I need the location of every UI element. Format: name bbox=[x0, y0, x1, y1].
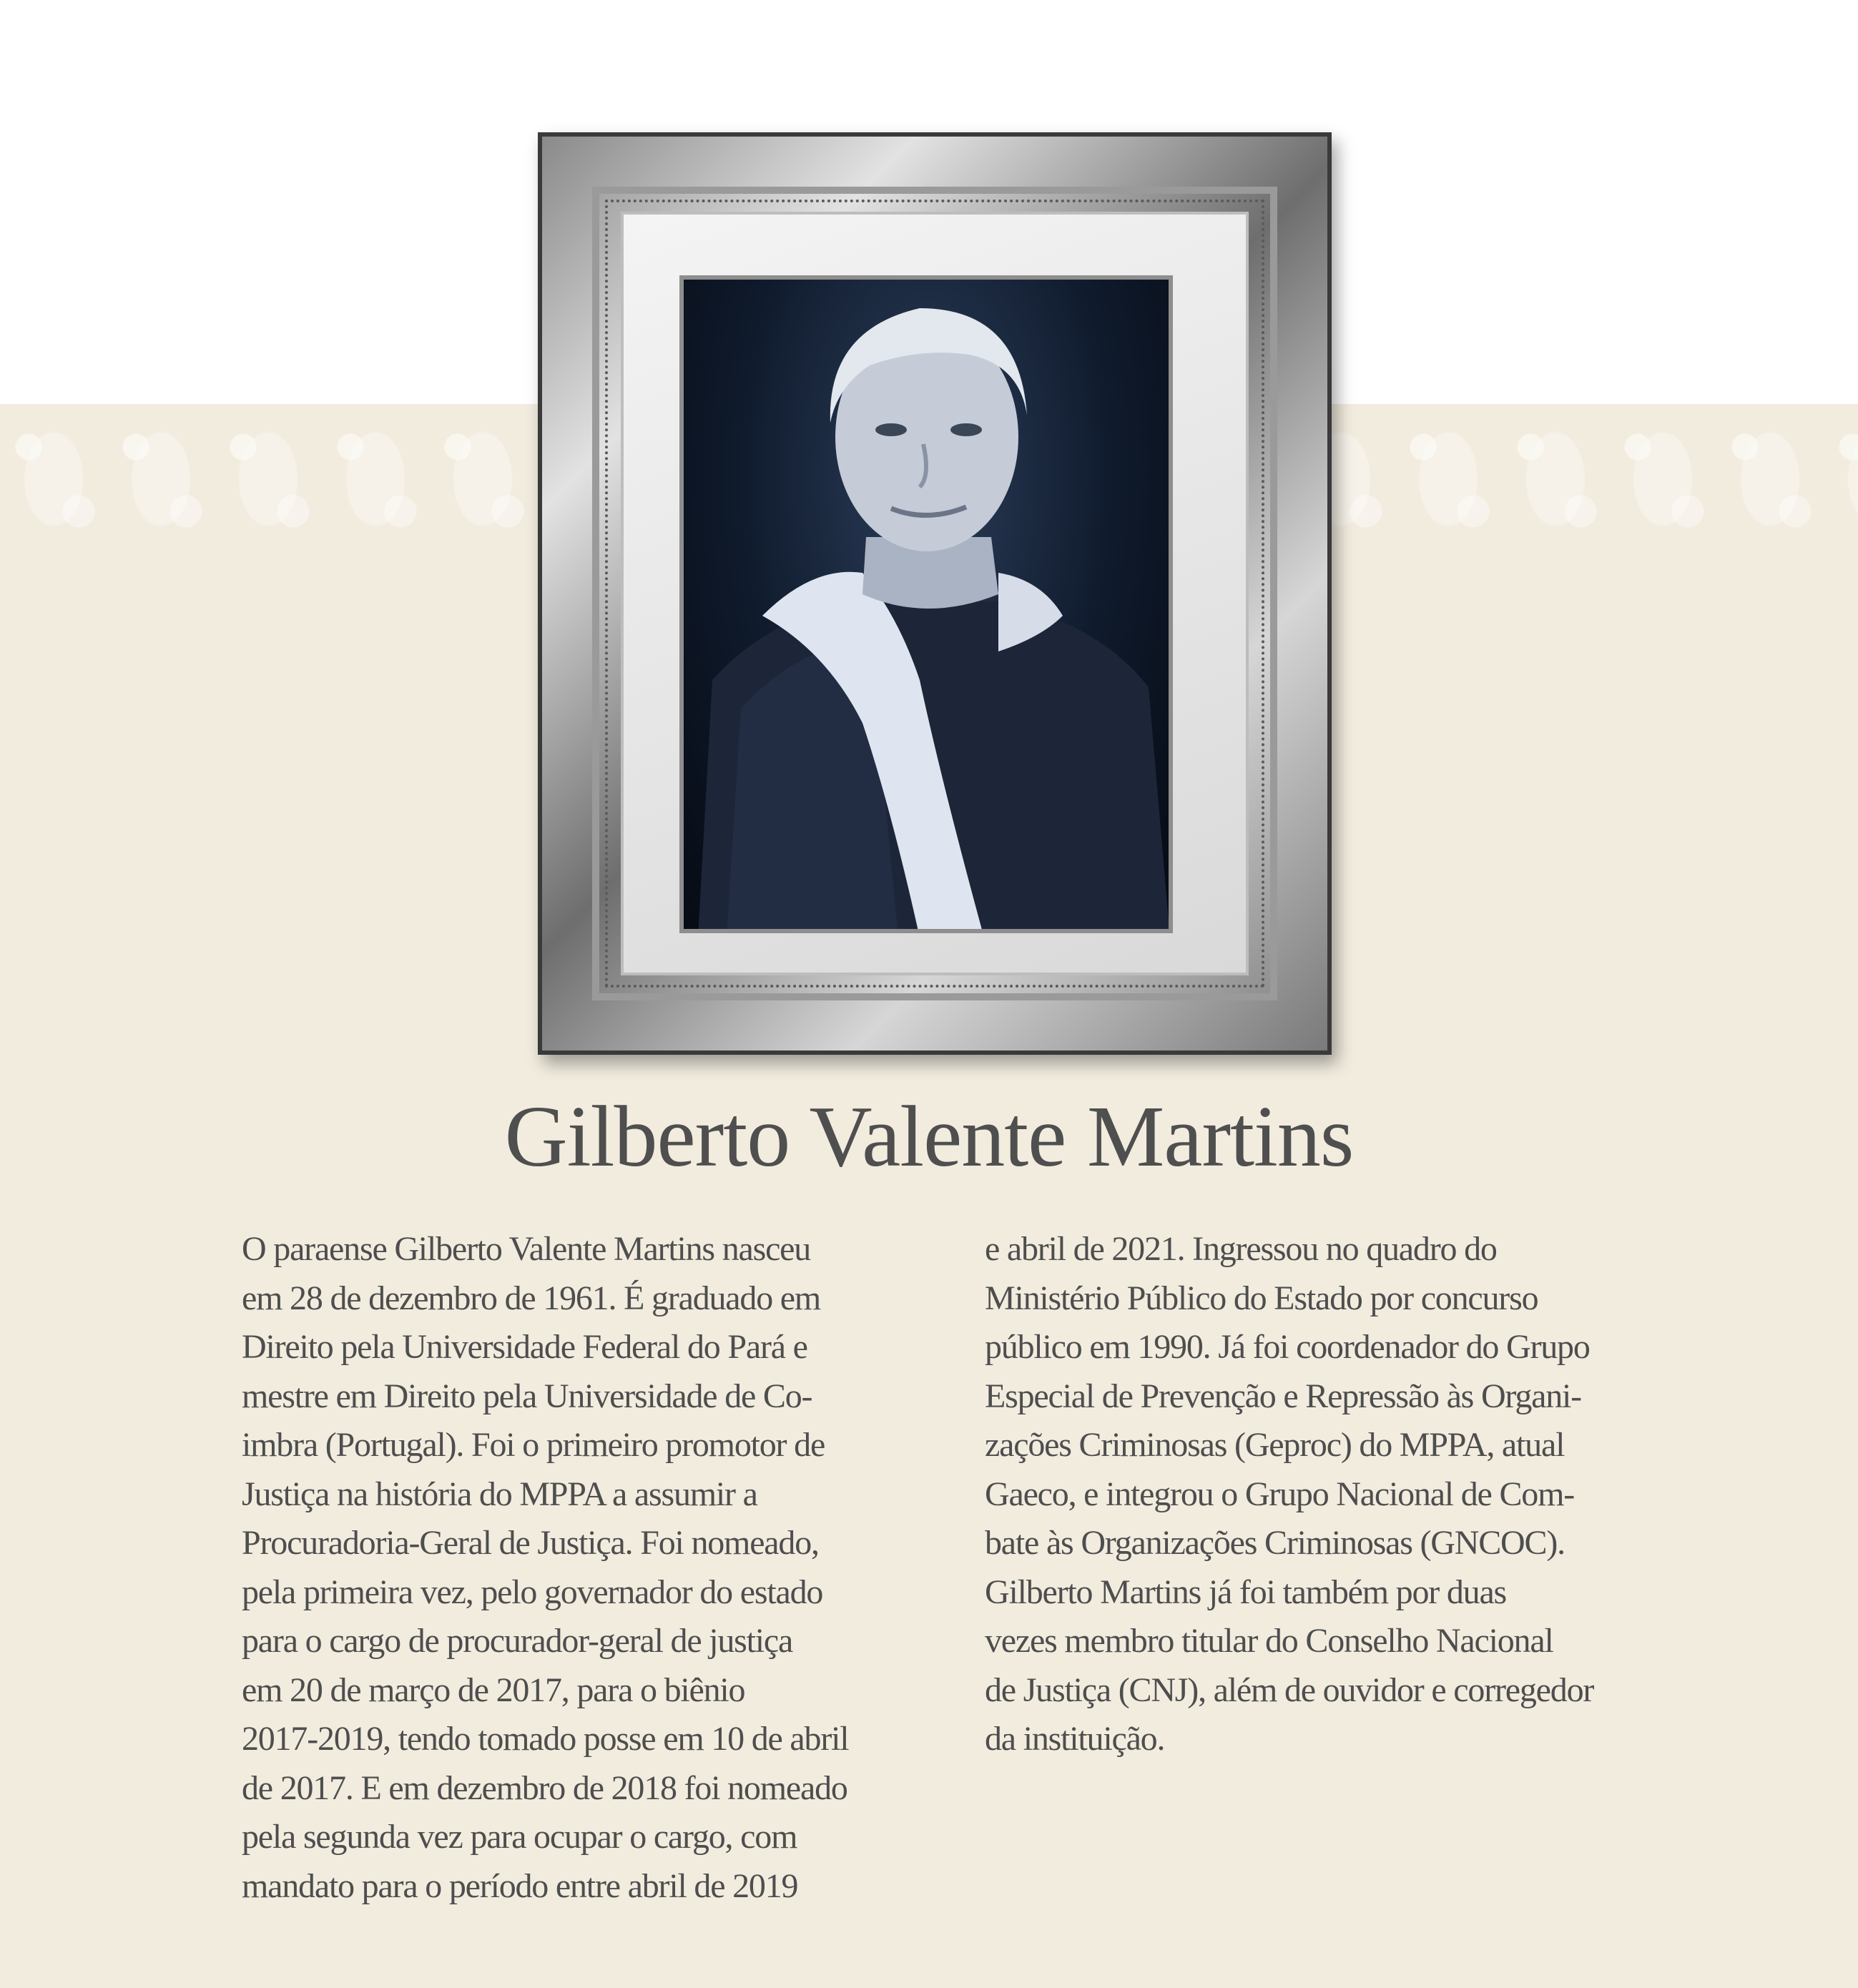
bio-line: Procuradoria-Geral de Justiça. Foi nomeado, bbox=[242, 1524, 819, 1562]
bio-line: público em 1990. Já foi coordenador do Grupo bbox=[985, 1328, 1590, 1366]
bio-line: mandato para o período entre abril de 2019 bbox=[242, 1866, 798, 1905]
portrait-mat bbox=[621, 212, 1249, 975]
portrait-photo bbox=[679, 275, 1173, 933]
bio-line: em 28 de dezembro de 1961. É graduado em bbox=[242, 1279, 821, 1317]
bio-line: zações Criminosas (Geproc) do MPPA, atual bbox=[985, 1426, 1565, 1464]
portrait-illustration bbox=[684, 280, 1173, 933]
bio-line: Gaeco, e integrou o Grupo Nacional de Com- bbox=[985, 1475, 1574, 1513]
bio-line: mestre em Direito pela Universidade de Co- bbox=[242, 1377, 812, 1415]
bio-line: Direito pela Universidade Federal do Pará e bbox=[242, 1328, 807, 1366]
bio-line: para o cargo de procurador-geral de justiça bbox=[242, 1622, 793, 1660]
bio-line: pela segunda vez para ocupar o cargo, com bbox=[242, 1818, 797, 1856]
bio-line: imbra (Portugal). Foi o primeiro promotor de bbox=[242, 1426, 825, 1464]
bio-line: e abril de 2021. Ingressou no quadro do bbox=[985, 1230, 1497, 1268]
bio-line: da instituição. bbox=[985, 1720, 1165, 1758]
biography-column-right bbox=[985, 1225, 1650, 1764]
bio-line: 2017-2019, tendo tomado posse em 10 de abril bbox=[242, 1720, 849, 1758]
bio-line: de 2017. E em dezembro de 2018 foi nomeado bbox=[242, 1768, 847, 1807]
bio-line: de Justiça (CNJ), além de ouvidor e corregedor bbox=[985, 1670, 1594, 1709]
bio-line: Gilberto Martins já foi também por duas bbox=[985, 1573, 1507, 1611]
bio-line: pela primeira vez, pelo governador do estado bbox=[242, 1573, 823, 1611]
portrait-frame bbox=[538, 132, 1332, 1055]
biography-column-left bbox=[242, 1225, 907, 1911]
bio-line: O paraense Gilberto Valente Martins nasceu bbox=[242, 1230, 811, 1268]
bio-line: Ministério Público do Estado por concurso bbox=[985, 1279, 1538, 1317]
bio-line: em 20 de março de 2017, para o biênio bbox=[242, 1670, 745, 1709]
bio-line: vezes membro titular do Conselho Nacional bbox=[985, 1622, 1553, 1660]
person-name-title: Gilberto Valente Martins bbox=[504, 1088, 1354, 1185]
bio-line: bate às Organizações Criminosas (GNCOC). bbox=[985, 1524, 1565, 1562]
bio-line: Especial de Prevenção e Repressão às Organi- bbox=[985, 1377, 1581, 1415]
bio-line: Justiça na história do MPPA a assumir a bbox=[242, 1475, 757, 1513]
